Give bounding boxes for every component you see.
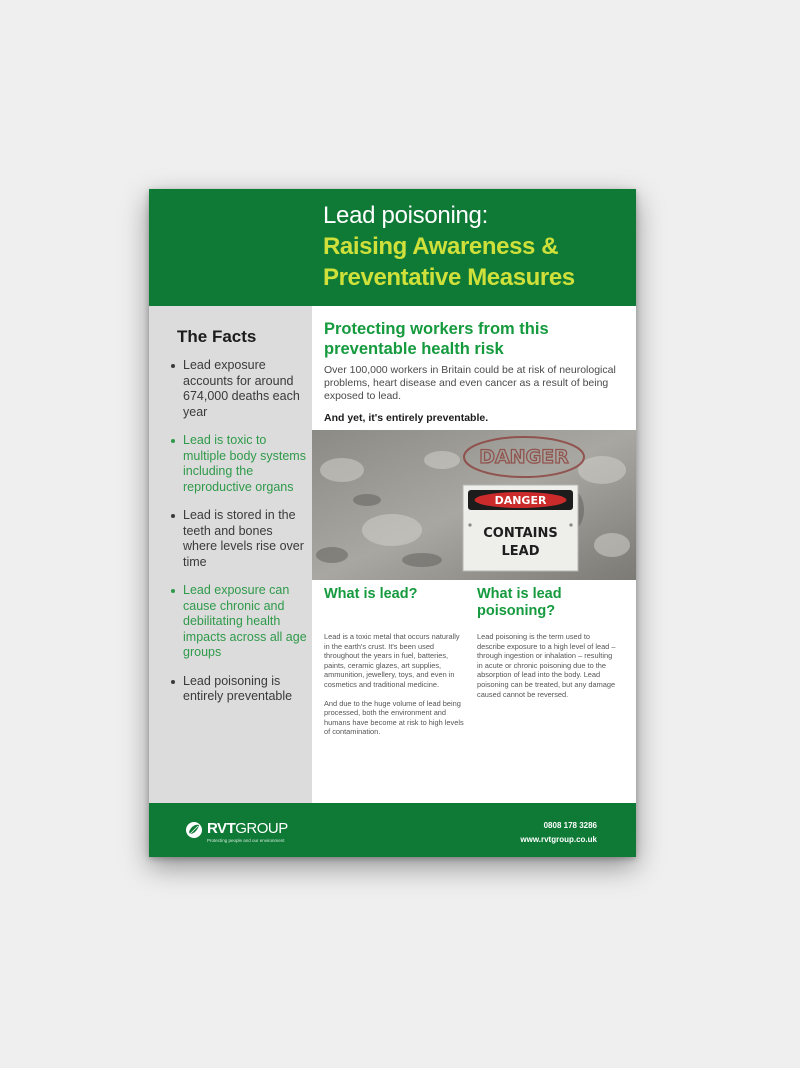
- fact-item: [169, 583, 309, 661]
- footer-banner: [149, 803, 636, 857]
- leaf-icon: [185, 821, 203, 839]
- facts-sidebar: [149, 306, 312, 803]
- paragraph: And due to the huge volume of lead being processed, both the environment and humans have become at risk to high levels of contamination.: [324, 698, 464, 737]
- main-content: [312, 306, 636, 803]
- sign-line1: CONTAINS: [483, 526, 558, 541]
- what-is-lead-poisoning-heading: What is lead poisoning?: [477, 586, 562, 619]
- screw-icon: [468, 523, 471, 526]
- screw-icon: [569, 523, 572, 526]
- wall-photo: [312, 430, 636, 580]
- fact-item: [169, 358, 309, 420]
- fact-item: [169, 508, 309, 570]
- what-is-lead-poisoning-text: [477, 632, 617, 708]
- what-is-lead-text: [324, 632, 464, 746]
- fact-text: Lead is stored in the teeth and bones where levels rise over time: [183, 508, 304, 569]
- bullet-icon: [171, 364, 175, 368]
- preventable-text: And yet, it's entirely preventable.: [324, 412, 489, 424]
- paragraph: Lead poisoning is the term used to describe exposure to a high level of lead – through ingestion or inhalation – resulting in acute or chronic poisoning due to the absorption of lead into the body. Lead poisoning can be treated, but any damage caused cannot be reversed.: [477, 632, 616, 699]
- intro-text: Over 100,000 workers in Britain could be at risk of neurological problems, heart disease and even cancer as a result of being exposed to lead.: [324, 364, 616, 402]
- fact-item: [169, 674, 309, 705]
- fact-text: Lead exposure can cause chronic and debilitating health impacts across all age groups: [183, 583, 307, 659]
- facts-list: [169, 358, 309, 718]
- bullet-icon: [171, 439, 175, 443]
- logo-text: [207, 820, 288, 837]
- logo-light: GROUP: [235, 820, 288, 837]
- website-link[interactable]: www.rvtgroup.co.uk: [520, 835, 597, 844]
- contact-block: [520, 819, 597, 847]
- fact-item: [169, 433, 309, 495]
- phone-number: 0808 178 3286: [543, 821, 597, 830]
- logo-tagline: Protecting people and our environment: [207, 838, 285, 843]
- danger-sign-photo: [312, 430, 636, 580]
- logo-bold: RVT: [207, 820, 236, 837]
- paragraph: Lead is a toxic metal that occurs naturally in the earth's crust. It's been used throughout the years in fuel, batteries, paints, ceramic glazes, art supplies, ammunition, jewellery, toys, and even in cosmetics and traditional medicine.: [324, 632, 460, 689]
- header-banner: [149, 189, 636, 306]
- sign-line2: LEAD: [501, 544, 540, 559]
- graffiti-text: DANGER: [479, 446, 569, 468]
- fact-text: Lead poisoning is entirely preventable: [183, 673, 293, 703]
- fact-text: Lead is toxic to multiple body systems including the reproductive organs: [183, 433, 306, 494]
- facts-title: The Facts: [177, 327, 257, 346]
- rvt-logo: [185, 820, 288, 844]
- title-top: Lead poisoning:: [323, 202, 488, 229]
- bullet-icon: [171, 589, 175, 593]
- main-heading: Protecting workers from this preventable health risk: [324, 320, 549, 358]
- title-main: Raising Awareness & Preventative Measures: [323, 233, 575, 291]
- fact-text: Lead exposure accounts for around 674,000 deaths each year: [183, 358, 300, 419]
- bullet-icon: [171, 514, 175, 518]
- sign-header-text: DANGER: [494, 494, 547, 507]
- what-is-lead-heading: What is lead?: [324, 586, 418, 602]
- flyer-page: [149, 189, 636, 857]
- bullet-icon: [171, 680, 175, 684]
